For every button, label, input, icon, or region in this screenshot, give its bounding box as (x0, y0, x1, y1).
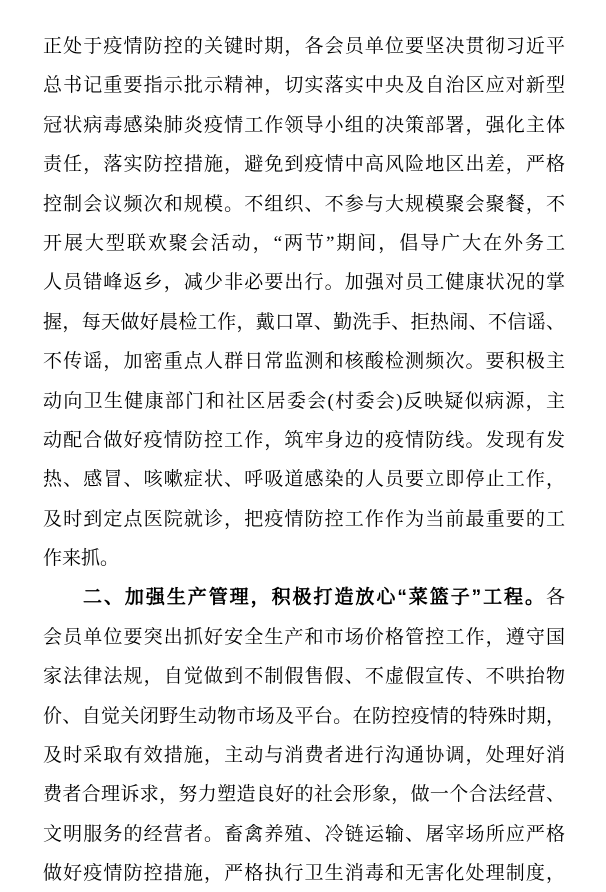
text-line: 作来抓。 (43, 548, 120, 570)
text-line: 控制会议频次和规模。不组织、不参与大规模聚会聚餐，不 (43, 193, 565, 215)
section-heading: 二、加强生产管理，积极打造放心“菜篮子”工程。 (83, 587, 546, 609)
section-heading-tail: 各 (545, 587, 565, 609)
document-body (43, 27, 565, 892)
paragraph-2 (43, 578, 565, 892)
text-line: 文明服务的经营者。畜禽养殖、冷链运输、屠宰场所应严格 (43, 823, 565, 845)
text-line: 动配合做好疫情防控工作，筑牢身边的疫情防线。发现有发 (43, 429, 565, 451)
text-line: 及时采取有效措施，主动与消费者进行沟通协调，处理好消 (43, 745, 565, 767)
text-line: 及时到定点医院就诊，把疫情防控工作作为当前最重要的工 (43, 508, 565, 530)
text-line: 开展大型联欢聚会活动，“两节”期间，倡导广大在外务工 (43, 232, 565, 254)
text-line: 人员错峰返乡，减少非必要出行。加强对员工健康状况的掌 (43, 272, 565, 294)
paragraph-continued (43, 27, 565, 578)
section-heading-line (43, 578, 565, 617)
text-line: 做好疫情防控措施，严格执行卫生消毒和无害化处理制度， (43, 863, 565, 885)
text-line: 不传谣，加密重点人群日常监测和核酸检测频次。要积极主 (43, 351, 565, 373)
text-line: 家法律法规，自觉做到不制假售假、不虚假宣传、不哄抬物 (43, 666, 565, 688)
text-line: 握，每天做好晨检工作，戴口罩、勤洗手、拒热闹、不信谣、 (43, 311, 565, 333)
text-line: 热、感冒、咳嗽症状、呼吸道感染的人员要立即停止工作， (43, 469, 565, 491)
text-line: 总书记重要指示批示精神，切实落实中央及自治区应对新型 (43, 75, 565, 97)
text-line: 正处于疫情防控的关键时期，各会员单位要坚决贯彻习近平 (43, 36, 565, 57)
text-line: 价、自觉关闭野生动物市场及平台。在防控疫情的特殊时期， (43, 705, 565, 727)
text-line: 费者合理诉求，努力塑造良好的社会形象，做一个合法经营、 (43, 784, 565, 806)
text-line: 会员单位要突出抓好安全生产和市场价格管控工作，遵守国 (43, 626, 565, 648)
text-line: 责任，落实防控措施，避免到疫情中高风险地区出差，严格 (43, 154, 565, 176)
text-line: 动向卫生健康部门和社区居委会(村委会)反映疑似病源，主 (43, 390, 565, 412)
text-line: 冠状病毒感染肺炎疫情工作领导小组的决策部署，强化主体 (43, 114, 565, 136)
